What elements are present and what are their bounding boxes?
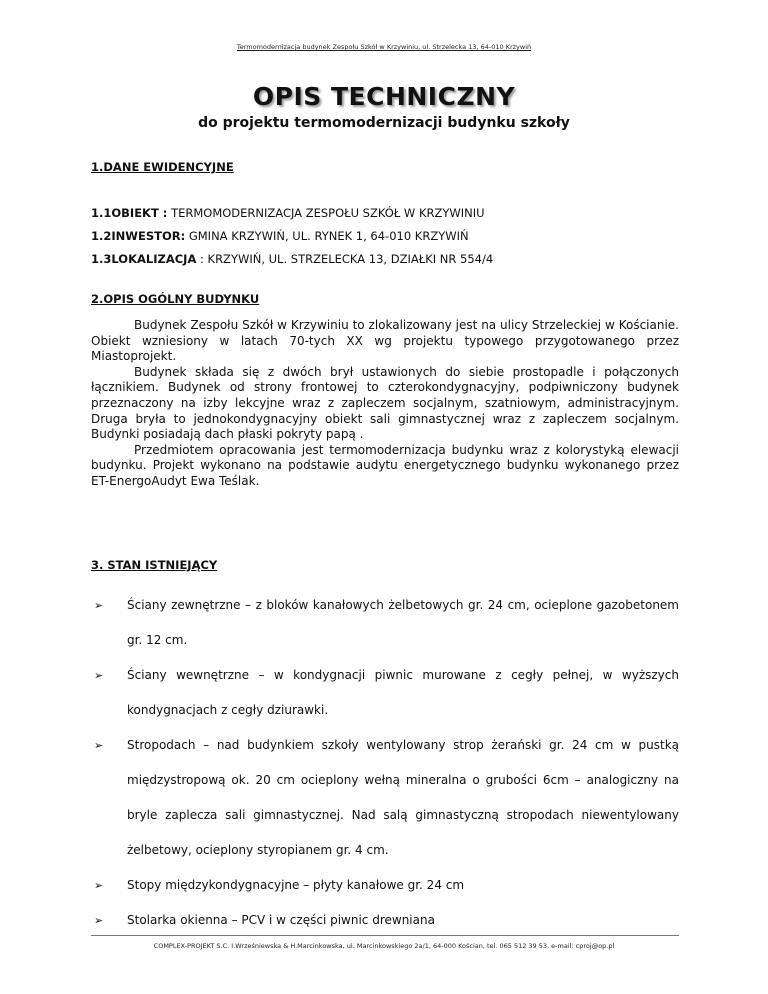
- field-inwestor-label: 1.2INWESTOR:: [91, 229, 186, 243]
- list-item: ➢ Ściany wewnętrzne – w kondygnacji piwnic murowane z cegły pełnej, w wyższych kondygnacjach z cegły dziurawki.: [91, 658, 679, 728]
- page-footer: COMPLEX-PROJEKT S.C. I.Wrześniewska & H.Marcinkowska, ul. Marcinkowskiego 2a/1, 64-000 Kościan, tel. 065 512 39 53, e-mail: cproj@op.pl: [153, 942, 615, 950]
- arrow-bullet-icon: ➢: [94, 669, 104, 682]
- list-item: ➢ Stopy międzykondygnacyjne – płyty kanałowe gr. 24 cm: [91, 868, 679, 903]
- section-2-heading: 2.OPIS OGÓLNY BUDYNKU: [91, 292, 260, 306]
- paragraph: Przedmiotem opracowania jest termomodernizacja budynku wraz z kolorystyką elewacji budynku. Projekt wykonano na podstawie audytu energetycznego budynku wykonanego przez ET-EnergoAudyt Ewa Teślak.: [91, 442, 679, 488]
- field-obiekt-label: 1.1OBIEKT :: [91, 206, 168, 220]
- document-subtitle: do projektu termomodernizacji budynku szkoły: [198, 115, 570, 131]
- section-2-body: [91, 318, 679, 490]
- arrow-bullet-icon: ➢: [94, 879, 104, 892]
- list-item: ➢ Ściany zewnętrzne – z bloków kanałowych żelbetowych gr. 24 cm, ocieplone gazobetonem gr. 12 cm.: [91, 588, 679, 658]
- field-inwestor-value: GMINA KRZYWIŃ, UL. RYNEK 1, 64-010 KRZYWIŃ: [185, 229, 469, 243]
- list-item: ➢ Stolarka okienna – PCV i w części piwnic drewniana: [91, 903, 679, 938]
- field-inwestor: [91, 229, 469, 243]
- existing-state-list: [91, 588, 679, 938]
- paragraph: Budynek Zespołu Szkół w Krzywiniu to zlokalizowany jest na ulicy Strzeleckiej w Kościanie. Obiekt wzniesiony w latach 70-tych XX wg projektu typowego przygotowanego przez Miastoprojekt.: [91, 318, 679, 364]
- footer-divider: [91, 935, 679, 936]
- paragraph: Budynek składa się z dwóch brył ustawionych do siebie prostopadle i połączonych łącznikiem. Budynek od strony frontowej to czterokondygnacyjny, podpiwniczony budynek przeznaczony na izby lekcyjne wraz z zapleczem socjalnym, szatniowym, administracyjnym. Druga bryła to jednokondygnacyjny obiekt sali gimnastycznej wraz z zapleczem socjalnym. Budynki posiadają dach płaski pokryty papą .: [91, 364, 679, 442]
- field-lokalizacja-label: 1.3LOKALIZACJA: [91, 252, 197, 266]
- arrow-bullet-icon: ➢: [94, 739, 104, 752]
- arrow-bullet-icon: ➢: [94, 599, 104, 612]
- field-lokalizacja: [91, 252, 493, 266]
- section-3-heading: 3. STAN ISTNIEJĄCY: [91, 558, 218, 572]
- section-1-heading: 1.DANE EWIDENCYJNE: [91, 160, 234, 174]
- document-title: OPIS TECHNICZNY: [252, 82, 516, 111]
- running-header: Termomodernizacja budynek Zespołu Szkół w Krzywiniu, ul. Strzelecka 13, 64-010 Krzywiń: [236, 43, 532, 51]
- field-obiekt: [91, 206, 485, 220]
- field-lokalizacja-value: : KRZYWIŃ, UL. STRZELECKA 13, DZIAŁKI NR 554/4: [196, 252, 494, 266]
- field-obiekt-value: TERMOMODERNIZACJA ZESPOŁU SZKÓŁ W KRZYWINIU: [167, 206, 485, 220]
- list-item: ➢ Stropodach – nad budynkiem szkoły wentylowany strop żerański gr. 24 cm w pustką międzystropową ok. 20 cm ocieplony wełną mineralna o grubości 6cm – analogiczny na bryle zaplecza sali gimnastycznej. Nad salą gimnastyczną stropodach niewentylowany żelbetowy, ocieplony styropianem gr. 4 cm.: [91, 728, 679, 868]
- arrow-bullet-icon: ➢: [94, 914, 104, 927]
